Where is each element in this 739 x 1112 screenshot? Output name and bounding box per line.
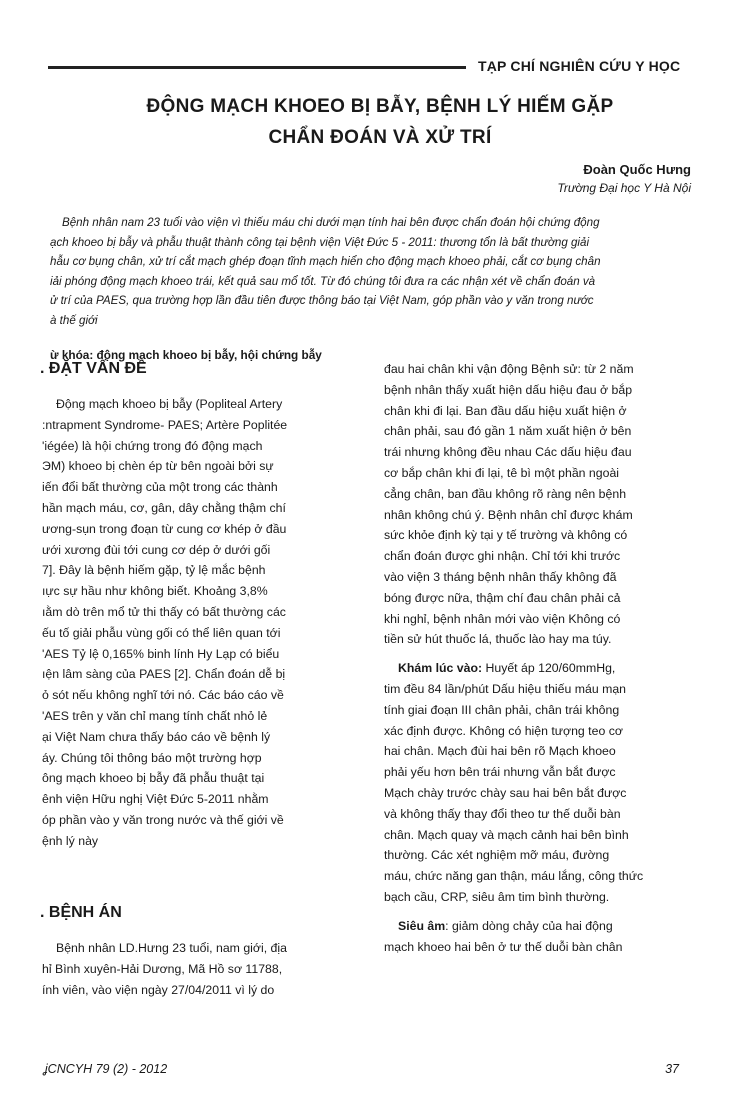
text-line: tính giai đoạn III chân phải, chân trái không — [384, 702, 620, 717]
text-line: sức khỏe định kỳ tại y tế trường và không có — [384, 528, 628, 543]
text-line: ệnh lý này — [42, 833, 99, 848]
text-line: ông mạch khoeo bị bẫy đã phẫu thuật tại — [42, 771, 265, 786]
text-line: đau hai chân khi vận động Bệnh sử: từ 2 năm — [384, 362, 634, 376]
text-line: cẳng chân, ban đầu không rõ ràng nên bệnh — [384, 486, 627, 501]
article-title-line-1: ĐỘNG MẠCH KHOEO BỊ BẪY, BỆNH LÝ HIẾM GẶP — [146, 96, 614, 117]
text-line: chẩn đoán được ghi nhận. Chỉ tới khi trước — [384, 549, 621, 564]
abstract-line: iải phóng động mạch khoeo trái, kết quả sau mổ tốt. Từ đó chúng tôi đưa ra các nhận xét về chẩn đoán và — [50, 274, 596, 288]
text-line: khi nghỉ, bệnh nhân mới vào viện Không có — [384, 611, 621, 626]
section-heading-case-report: . BỆNH ÁN — [40, 904, 122, 921]
section-heading-introduction: . ĐẶT VẤN ĐỀ — [40, 360, 147, 377]
article-title-line-2: CHẨN ĐOÁN VÀ XỬ TRÍ — [268, 127, 492, 148]
text-line: thường. Các xét nghiệm mỡ máu, đường — [384, 848, 610, 863]
abstract-line: ử trí của PAES, qua trường hợp lần đầu tiên được thông báo tại Việt Nam, góp phần vào y văn trong nước — [50, 294, 594, 307]
text-line: ại Việt Nam chưa thấy báo cáo về bệnh lý — [42, 729, 271, 744]
text-line: bóng được nữa, thậm chí đau chân phải cả — [384, 590, 621, 605]
ultrasound-text: : giảm dòng chảy của hai động — [445, 918, 613, 933]
text-line: 'AES trên y văn chỉ mang tính chất nhỏ lẻ — [42, 708, 268, 723]
text-line: :ntrapment Syndrome- PAES; Artère Poplitée — [42, 417, 288, 432]
abstract-line: ạch khoeo bị bẫy và phẫu thuật thành công tại bệnh viện Việt Đức 5 - 2011: thương tổn là bất thường giải — [50, 235, 590, 249]
left-column-case — [42, 938, 350, 1000]
text-line: ıằm dò trên mổ tử thi thấy có bất thường các — [42, 604, 286, 619]
text-line: mạch khoeo hai bên ở tư thế duỗi bàn chân — [384, 939, 623, 954]
text-line: ıực sự hầu như không biết. Khoảng 3,8% — [42, 584, 268, 599]
text-line: 'AES Tỷ lệ 0,165% binh lính Hy Lạp có biểu — [42, 646, 280, 661]
text-line: ưới xương đùi tới cung cơ dép ở dưới gối — [42, 542, 271, 557]
text-line: xác định được. Không có hiện tượng teo cơ — [384, 723, 623, 738]
text-line: Mạch chày trước chày sau hai bên bắt được — [384, 785, 627, 800]
text-line: ênh viện Hữu nghị Việt Đức 5-2011 nhằm — [42, 792, 269, 807]
text-line: ính viên, vào viện ngày 27/04/2011 vì lý do — [42, 982, 275, 997]
text-line: Động mạch khoeo bị bẫy (Popliteal Artery — [56, 397, 283, 411]
author-name: Đoàn Quốc Hưng — [583, 162, 691, 177]
text-line: iến đổi bất thường của một trong các thành — [42, 480, 278, 495]
text-line: hỉ Bình xuyên-Hải Dương, Mã Hồ sơ 11788, — [42, 961, 283, 976]
abstract-line: à thế giới — [50, 313, 98, 327]
ultrasound-line — [384, 916, 692, 937]
author-affiliation: Trường Đại học Y Hà Nội — [557, 181, 691, 195]
right-column — [384, 359, 692, 957]
text-line: óp phần vào y văn trong nước và thế giới về — [42, 812, 284, 827]
exam-label: Khám lúc vào: — [398, 661, 483, 676]
journal-name: TẠP CHÍ NGHIÊN CỨU Y HỌC — [478, 58, 681, 74]
text-line: áy. Chúng tôi thông báo một trường hợp — [42, 750, 262, 765]
left-column-intro — [42, 394, 350, 852]
abstract-line: Bệnh nhân nam 23 tuổi vào viện vì thiếu máu chi dưới mạn tính hai bên được chẩn đoán hội chứng động — [62, 216, 600, 229]
text-line: phải yếu hơn bên trái nhưng vẫn bắt được — [384, 765, 616, 780]
text-line: cơ bắp chân khi đi lại, tê bì một phần ngoài — [384, 465, 620, 480]
footer-page-number: 37 — [665, 1062, 679, 1076]
ultrasound-label: Siêu âm — [398, 918, 446, 933]
text-line: hần mạch máu, cơ, gân, dây chằng thậm chí — [42, 500, 286, 515]
text-line: ếu tố giải phẫu vùng gối có thể liên quan tới — [42, 625, 281, 640]
text-line: 'iégée) là hội chứng trong đó động mạch — [42, 438, 263, 453]
text-line: trái nhưng không đều nhau Các dấu hiệu đau — [384, 445, 632, 460]
text-line: tim đều 84 lần/phút Dấu hiệu thiếu máu mạn — [384, 681, 626, 696]
text-line: máu, chức năng gan thận, máu lắng, công thức — [384, 869, 644, 884]
abstract — [50, 213, 700, 330]
footer-journal-issue: ʝCNCYH 79 (2) - 2012 — [44, 1062, 168, 1076]
text-line: bệnh nhân thấy xuất hiện dấu hiệu đau ở bắp — [384, 382, 633, 397]
keywords: ừ khóa: động mạch khoeo bị bẫy, hội chứng bẫy — [50, 348, 322, 362]
text-line: hai chân. Mạch đùi hai bên rõ Mạch khoeo — [384, 744, 616, 759]
text-line: nhân không chú ý. Bệnh nhân chỉ được khám — [384, 507, 633, 522]
exam-line — [384, 658, 692, 679]
text-line: tiền sử hút thuốc lá, thuốc lào hay ma túy. — [384, 632, 612, 647]
text-line: ıện lâm sàng của PAES [2]. Chẩn đoán dễ bị — [42, 667, 286, 682]
text-line: ЭМ) khoeo bị chèn ép từ bên ngoài bởi sự — [42, 459, 274, 474]
text-line: chân. Mạch quay và mạch cảnh hai bên bình — [384, 827, 629, 842]
text-line: chân phải, sau đó gần 1 năm xuất hiện ở bên — [384, 424, 632, 439]
text-line: vào viện 3 tháng bệnh nhân thấy không đã — [384, 569, 617, 584]
text-line: 7]. Đây là bệnh hiếm gặp, tỷ lệ mắc bệnh — [42, 563, 266, 578]
text-line: chân khi đi lại. Ban đầu dấu hiệu xuất hiện ở — [384, 403, 627, 418]
text-line: bạch cầu, CRP, siêu âm tim bình thường. — [384, 889, 610, 904]
exam-text: Huyết áp 120/60mmHg, — [482, 661, 616, 676]
abstract-line: hẫu cơ bụng chân, xử trí cắt mạch ghép đoạn tĩnh mạch hiển cho động mạch khoeo phải, cắt cơ bụng chân — [50, 255, 601, 268]
header-rule — [48, 66, 466, 69]
text-line: và không thấy thay đổi theo tư thế duỗi bàn — [384, 806, 621, 821]
text-line: ương-sụn trong đoạn từ cung cơ khép ở đầu — [42, 521, 287, 536]
text-line: Bệnh nhân LD.Hưng 23 tuổi, nam giới, địa — [56, 941, 287, 955]
text-line: ỏ sót nếu không nghĩ tới nó. Các báo cáo về — [42, 688, 284, 703]
